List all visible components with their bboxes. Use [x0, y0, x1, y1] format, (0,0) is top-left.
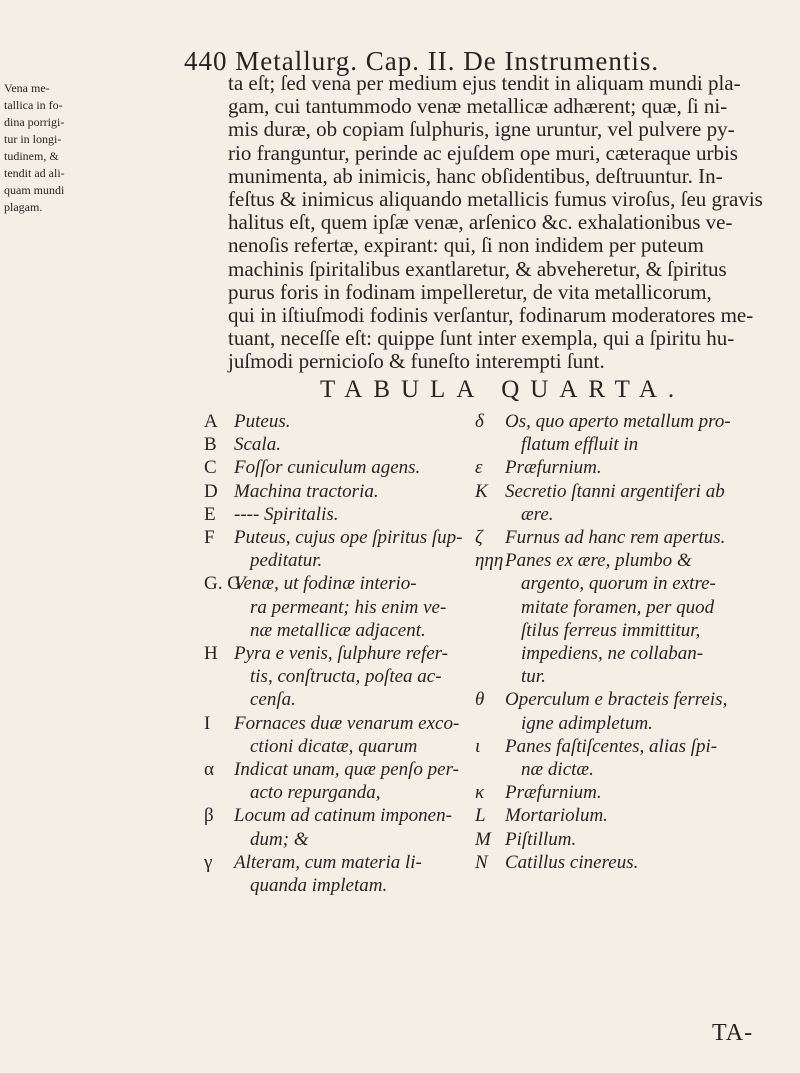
legend-description-line: Os, quo aperto metallum pro- [505, 411, 731, 432]
legend-description [204, 758, 464, 804]
legend-description-line: Panes faſtiſcentes, alias ſpi- [505, 735, 718, 757]
legend-description-line: Secretio ſtanni argentiferi ab [505, 480, 725, 502]
legend-description-line: næ metallicæ adjacent. [250, 619, 426, 641]
legend-entry [204, 642, 464, 712]
legend-left-column [204, 410, 464, 897]
legend-description [204, 712, 464, 758]
legend-entry [204, 433, 464, 456]
legend-key: ε [475, 457, 483, 479]
legend-entry [204, 456, 464, 479]
legend-description-line: mitate foramen, per quod [521, 596, 715, 618]
legend-key: L [475, 805, 486, 827]
legend-key: M [475, 828, 491, 850]
legend-entry [475, 456, 775, 479]
legend-key: κ [475, 782, 485, 804]
legend-description-line: Foſſor cuniculum agens. [234, 457, 421, 479]
legend-description-line: Pyra e venis, ſulphure refer- [234, 643, 449, 665]
legend-description-line: ctioni dicatæ, quarum [250, 735, 418, 757]
legend-description-line: Præfurnium. [505, 457, 602, 479]
legend-entry [204, 526, 464, 572]
legend-description-line: ra permeant; his enim ve- [250, 596, 447, 618]
body-line: nenoſis refertæ, expirant: qui, ſi non indidem per puteum [228, 233, 704, 258]
legend-description-line: ære. [521, 503, 554, 525]
legend-description-line: Puteus. [234, 411, 291, 432]
legend-description-line: quanda impletam. [250, 875, 388, 897]
legend-entry [475, 804, 775, 827]
legend-description-line: impediens, ne collaban- [521, 643, 704, 665]
legend-description [204, 572, 464, 642]
legend-key: K [475, 480, 488, 502]
legend-description-line: Locum ad catinum imponen- [234, 805, 452, 827]
margin-note-line: plagam. [4, 200, 43, 214]
margin-note-line: tallica in fo- [4, 98, 63, 112]
legend-description-line: Præfurnium. [505, 782, 602, 804]
legend-entry [475, 526, 775, 549]
margin-note-line: quam mundi [4, 183, 65, 197]
legend-key: ι [475, 735, 481, 757]
legend-description-line: ſtilus ferreus immittitur, [521, 619, 701, 641]
legend-key: γ [204, 851, 213, 873]
legend-description-line: Fornaces duæ venarum exco- [234, 712, 460, 734]
legend-key: δ [475, 411, 484, 432]
legend-entry [204, 410, 464, 433]
legend-key: H [204, 643, 218, 665]
legend-key: ηηη [475, 550, 504, 572]
legend-description [475, 804, 775, 827]
legend-description [204, 804, 464, 850]
legend-description-line: Panes ex ære, plumbo & [505, 550, 692, 572]
legend-description-line: Scala. [234, 434, 281, 456]
body-line: feſtus & inimicus aliquando metallicis fumus viroſus, ſeu gravis [228, 186, 763, 211]
margin-note-line: tendit ad ali- [4, 166, 65, 180]
body-paragraph [70, 72, 798, 373]
legend-description [475, 410, 775, 456]
legend-key: β [204, 805, 214, 827]
legend-description-line: peditatur. [250, 550, 323, 572]
legend-description-line: Machina tractoria. [234, 480, 379, 502]
legend-description [204, 503, 464, 526]
legend-entry [204, 851, 464, 897]
legend-description-line: Operculum e bracteis ferreis, [505, 689, 728, 711]
legend-description-line: Puteus, cujus ope ſpiritus ſup- [234, 527, 463, 549]
legend-description-line: dum; & [250, 828, 309, 850]
legend-description [475, 526, 775, 549]
legend-description-line: Mortariolum. [505, 805, 608, 827]
legend-entry [204, 712, 464, 758]
legend-key: C [204, 457, 217, 479]
legend-description [475, 688, 775, 734]
margin-note-line: Vena me- [4, 81, 50, 95]
legend-description [475, 851, 775, 874]
legend-description-line: cenſa. [250, 689, 296, 711]
legend-key: E [204, 503, 216, 525]
legend-description [475, 549, 775, 688]
legend-entry [475, 410, 775, 456]
legend-description [204, 480, 464, 503]
legend-key: θ [475, 689, 485, 711]
legend-entry [204, 572, 464, 642]
legend-description [204, 851, 464, 897]
legend-description-line: Indicat unam, quæ penſo per- [234, 759, 459, 781]
legend-description [204, 410, 464, 433]
legend-description-line: Furnus ad hanc rem apertus. [505, 527, 726, 549]
catchword: TA- [712, 1020, 754, 1046]
margin-note [4, 80, 66, 216]
legend-description [475, 781, 775, 804]
legend-entry [204, 758, 464, 804]
table-title: TABULA QUARTA. [320, 376, 686, 403]
legend-description-line: acto repurganda, [250, 782, 381, 804]
legend-description [475, 480, 775, 526]
legend-key: ζ [475, 527, 483, 549]
body-line: munimenta, ab inimicis, hanc obſidentibus, deſtruuntur. In- [228, 163, 723, 188]
legend-description [475, 735, 775, 781]
legend-description-line: tis, conſtructa, poſtea ac- [250, 666, 442, 688]
legend-description [204, 433, 464, 456]
legend-key: B [204, 434, 217, 456]
legend-key: I [204, 712, 211, 734]
legend-description-line: tur. [521, 666, 546, 688]
margin-note-line: tur in longi- [4, 132, 62, 146]
legend-description [204, 642, 464, 712]
legend-entry [475, 828, 775, 851]
legend-entry [204, 503, 464, 526]
margin-note-line: tudinem, & [4, 149, 59, 163]
legend-entry [475, 688, 775, 734]
legend-entry [475, 781, 775, 804]
body-line: purus foris in fodinam impelleretur, de vita metallicorum, [228, 279, 712, 304]
body-line: machinis ſpiritalibus exantlaretur, & abveheretur, & ſpiritus [228, 256, 727, 281]
legend-description-line: næ dictæ. [521, 759, 594, 781]
legend-key: α [204, 759, 214, 781]
legend-entry [204, 480, 464, 503]
body-line: gam, cui tantummodo venæ metallicæ adhærent; quæ, ſi ni- [228, 94, 728, 119]
body-line: qui in iſtiuſmodi fodinis verſantur, fodinarum moderatores me- [228, 302, 754, 327]
legend-key: N [475, 851, 488, 873]
legend-entry [475, 549, 775, 688]
legend-entry [475, 851, 775, 874]
legend-entry [204, 804, 464, 850]
page-number: 440 [184, 46, 228, 76]
legend-description-line: Catillus cinereus. [505, 851, 639, 873]
legend-key: D [204, 480, 218, 502]
body-line: halitus eſt, quem ipſæ venæ, arſenico &c. exhalationibus ve- [228, 210, 733, 235]
legend-description-line: argento, quorum in extre- [521, 573, 716, 595]
legend-description-line: Alteram, cum materia li- [234, 851, 422, 873]
body-line: mis duræ, ob copiam ſulphuris, igne uruntur, vel pulvere py- [228, 117, 735, 142]
body-line: tuant, neceſſe eſt: quippe ſunt inter exempla, qui a ſpiritu hu- [228, 326, 735, 351]
legend-description [204, 526, 464, 572]
legend-key: F [204, 527, 215, 549]
margin-note-line: dina porrigi- [4, 115, 65, 129]
legend-description-line: Piſtillum. [505, 828, 577, 850]
legend-entry [475, 735, 775, 781]
legend-description-line: igne adimpletum. [521, 712, 653, 734]
body-line: ta eſt; ſed vena per medium ejus tendit in aliquam mundi pla- [228, 71, 741, 95]
body-line: juſmodi pernicioſo & funeſto interempti ſunt. [228, 349, 605, 374]
legend-key: A [204, 411, 218, 432]
legend-description [204, 456, 464, 479]
legend-key: G. G [204, 573, 241, 595]
legend-description-line: ---- Spiritalis. [234, 503, 339, 525]
body-line: rio franguntur, perinde ac ejuſdem ope muri, cæteraque urbis [228, 140, 738, 165]
legend-right-column [475, 410, 775, 874]
legend-description [475, 456, 775, 479]
legend-entry [475, 480, 775, 526]
legend-description-line: flatum effluit in [521, 434, 639, 456]
legend-description [475, 828, 775, 851]
legend-description-line: Venæ, ut fodinæ interio- [234, 573, 417, 595]
running-title: Metallurg. Cap. II. De Instrumentis. [235, 46, 660, 76]
